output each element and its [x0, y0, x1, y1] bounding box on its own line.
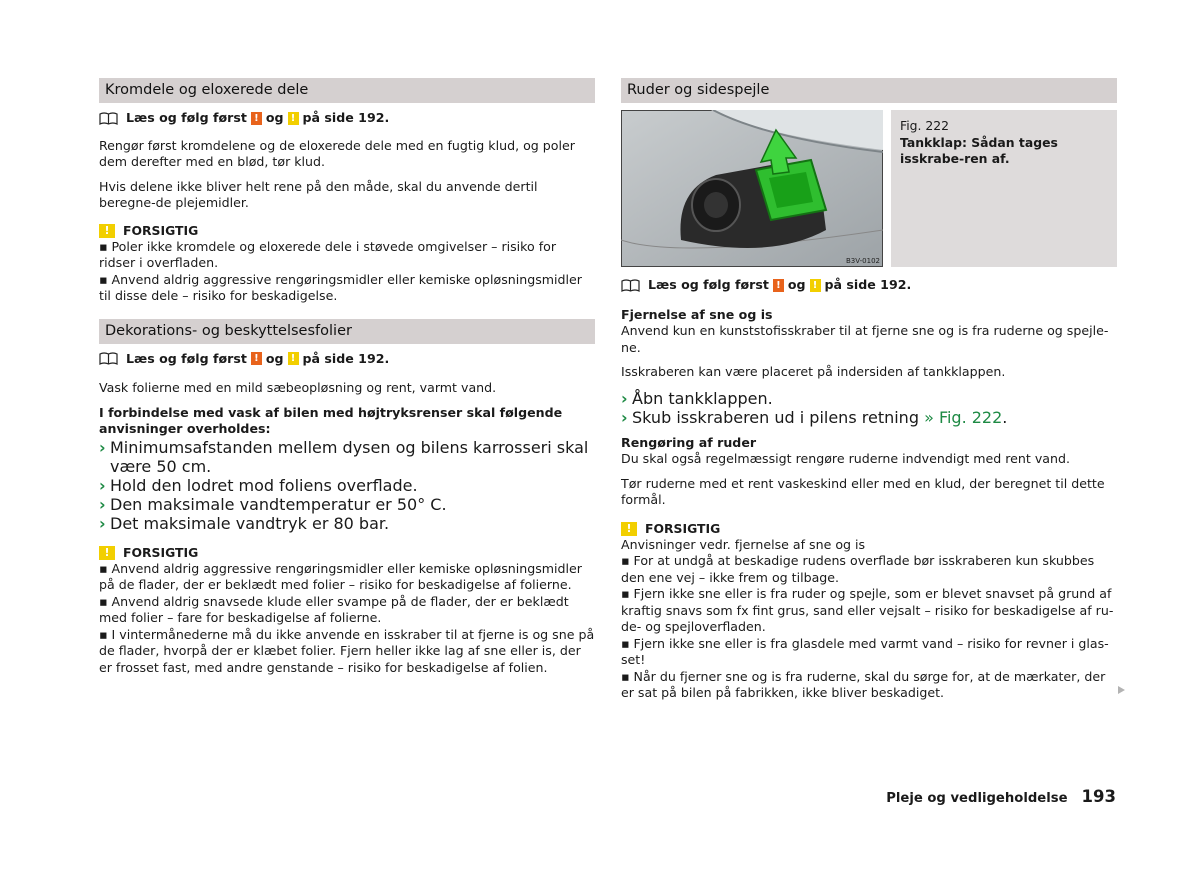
right-column — [621, 78, 1117, 702]
figure-link[interactable]: » Fig. 222 — [924, 407, 1003, 427]
paragraph: Isskraberen kan være placeret på indersiden af tankklappen. — [621, 364, 1006, 379]
caution-item: ▪ Når du fjerner sne og is fra ruderne, skal du sørge for, at de mærkater, der er sat på bilen på fabrikken, ikke bliver beskadiget. — [621, 668, 1106, 700]
figure — [621, 110, 1117, 267]
paragraph: Rengør først kromdelene og de eloxerede dele med en fugtig klud, og poler dem derefter med en blød, tør klud. — [99, 137, 575, 169]
page-footer — [886, 787, 1116, 806]
read-first-link[interactable]: på side 192. — [824, 277, 912, 292]
book-icon — [621, 279, 640, 292]
exclamation-icon: ! — [621, 522, 637, 536]
read-first-note — [99, 351, 595, 368]
figure-caption-text: Tankklap: Sådan tages isskrabe-ren af. — [900, 134, 1058, 166]
read-first-link[interactable]: på side 192. — [302, 350, 390, 366]
chapter-title: Pleje og vedligeholdelse — [886, 791, 1068, 806]
step-item: › Hold den lodret mod foliens overflade. — [99, 475, 418, 495]
caution-item: ▪ Poler ikke kromdele og eloxerede dele i støvede omgivelser – risiko for ridser i overfladen. — [99, 238, 557, 270]
figure-code: B3V-0102 — [846, 257, 880, 265]
figure-image — [621, 110, 883, 267]
exclamation-icon: ! — [288, 112, 299, 125]
figure-label: Fig. 222 — [900, 118, 950, 133]
paragraph: Du skal også regelmæssigt rengøre ruderne indvendigt med rent vand. — [621, 451, 1070, 466]
section-heading: Ruder og sidespejle — [621, 78, 1117, 103]
read-first-note — [99, 110, 595, 127]
chevron-right-icon: › — [99, 513, 106, 533]
caution-heading — [621, 521, 1117, 537]
caution-item: ▪ Fjern ikke sne eller is fra glasdele med varmt vand – risiko for revner i glas-set! — [621, 635, 1109, 667]
fuel-flap-illustration — [621, 110, 883, 267]
read-first-text: Læs og følg først — [648, 277, 769, 292]
step-item: › Det maksimale vandtryk er 80 bar. — [99, 513, 390, 533]
caution-heading — [99, 545, 595, 561]
step-item: › Åbn tankklappen. — [621, 388, 773, 408]
step-item: › Den maksimale vandtemperatur er 50° C. — [99, 494, 447, 514]
exclamation-icon: ! — [288, 352, 299, 365]
paragraph-bold: I forbindelse med vask af bilen med højtryksrenser skal følgende anvisninger overholdes: — [99, 404, 563, 436]
exclamation-icon: ! — [99, 546, 115, 560]
caution-title: FORSIGTIG — [123, 222, 199, 238]
caution-intro: Anvisninger vedr. fjernelse af sne og is — [621, 536, 866, 552]
chevron-right-icon: › — [99, 437, 106, 457]
caution-item: ▪ Anvend aldrig aggressive rengøringsmidler eller kemiske opløsningsmidler på de flader, der er beklædt med folier – risiko for beskadigelse af folierne. — [99, 560, 582, 592]
read-first-note — [621, 277, 1117, 294]
paragraph: Vask folierne med en mild sæbeopløsning og rent, varmt vand. — [99, 380, 497, 395]
chevron-right-icon: › — [99, 494, 106, 514]
book-icon — [99, 112, 118, 125]
figure-caption — [891, 110, 1117, 267]
caution-title: FORSIGTIG — [123, 544, 199, 560]
read-first-and: og — [787, 277, 806, 292]
paragraph: Anvend kun en kunststofisskraber til at fjerne sne og is fra ruderne og spejle-ne. — [621, 323, 1109, 355]
step-item: › Skub isskraberen ud i pilens retning » Fig. 222. — [621, 407, 1008, 427]
caution-item: ▪ For at undgå at beskadige rudens overflade bør isskraberen kun skubbes den ene vej – ikke frem og tilbage. — [621, 553, 1095, 585]
chevron-right-icon: › — [621, 388, 628, 408]
read-first-and: og — [265, 350, 284, 366]
exclamation-icon: ! — [251, 112, 262, 125]
paragraph: Tør ruderne med et rent vaskeskind eller med en klud, der beregnet til dette formål. — [621, 475, 1105, 507]
caution-title: FORSIGTIG — [645, 520, 721, 536]
read-first-link[interactable]: på side 192. — [302, 110, 390, 125]
caution-item: ▪ Fjern ikke sne eller is fra ruder og spejle, som er blevet snavset på grund af kraftig snavs som fx fint grus, sand eller vejsalt – risiko for beskadigelse af ru-de- og spejloverfladen. — [621, 586, 1114, 634]
read-first-text: Læs og følg først — [126, 110, 247, 125]
caution-heading — [99, 223, 595, 239]
caution-item: ▪ Anvend aldrig aggressive rengøringsmidler eller kemiske opløsningsmidler til disse dele – risiko for beskadigelse. — [99, 271, 582, 303]
section-heading: Kromdele og eloxerede dele — [99, 78, 595, 103]
step-item: › Minimumsafstanden mellem dysen og bilens karrosseri skal være 50 cm. — [99, 437, 589, 476]
page-number: 193 — [1081, 787, 1116, 806]
exclamation-icon: ! — [810, 279, 821, 292]
chevron-right-icon: › — [621, 407, 628, 427]
exclamation-icon: ! — [99, 224, 115, 238]
section-heading: Dekorations- og beskyttelsesfolier — [99, 319, 595, 344]
read-first-and: og — [265, 110, 284, 125]
paragraph: Hvis delene ikke bliver helt rene på den måde, skal du anvende dertil beregne-de plejemidler. — [99, 178, 538, 210]
exclamation-icon: ! — [773, 279, 784, 292]
left-column — [99, 78, 595, 676]
caution-item: ▪ I vintermånederne må du ikke anvende en isskraber til at fjerne is og sne på de flader, hvorpå der er klæbet folier. Fjern heller ikke lag af sne eller is, der er frosset fast, med andre genstande – risiko for beskadigelse af folien. — [99, 626, 595, 675]
book-icon — [99, 352, 118, 365]
read-first-text: Læs og følg først — [126, 350, 247, 366]
subheading: Fjernelse af sne og is — [621, 306, 773, 322]
chevron-right-icon: › — [99, 475, 106, 495]
exclamation-icon: ! — [251, 352, 262, 365]
continue-arrow-icon — [1118, 686, 1125, 694]
caution-item: ▪ Anvend aldrig snavsede klude eller svampe på de flader, der er beklædt med folier – fare for beskadigelse af folierne. — [99, 593, 569, 625]
subheading: Rengøring af ruder — [621, 434, 757, 450]
